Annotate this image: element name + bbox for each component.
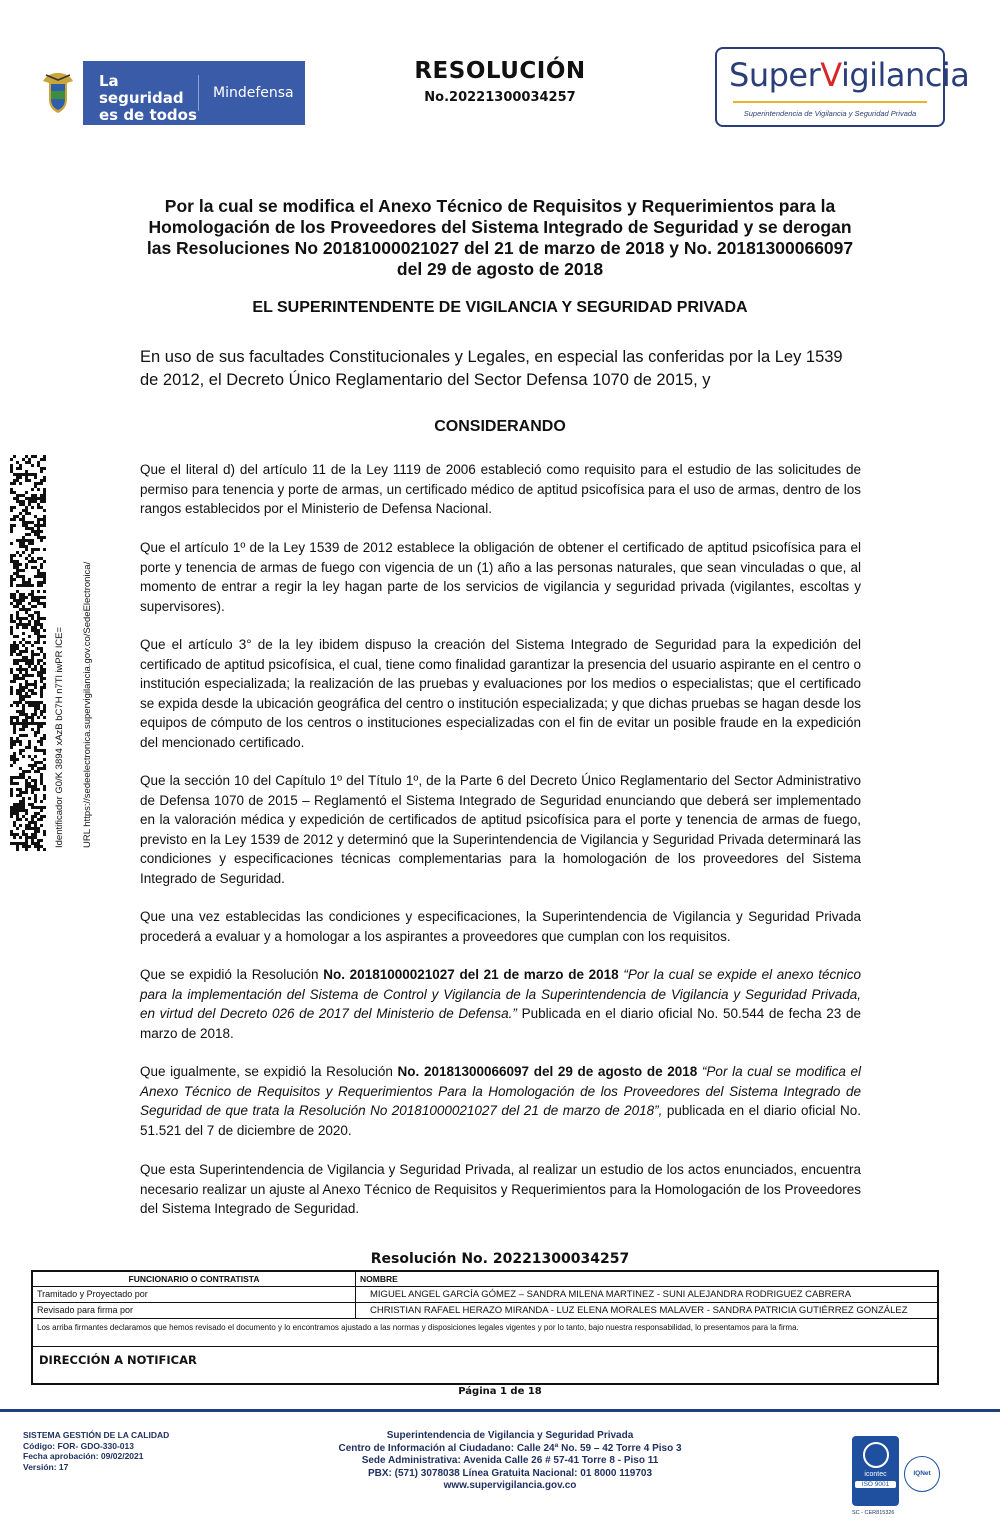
notify-address-label: DIRECCIÓN A NOTIFICAR — [39, 1353, 197, 1367]
footer-left-line: Fecha aprobación: 09/02/2021 — [23, 1451, 144, 1461]
signers-declaration: Los arriba firmantes declaramos que hemos revisado el documento y lo encontramos ajustado a las normas y disposiciones legales vigentes y por lo tanto, bajo nuestra responsabilidad, lo presentamos para la firma. — [33, 1319, 937, 1347]
qr-barcode-icon — [10, 455, 46, 851]
quality-system-info — [23, 1430, 169, 1472]
signature-table — [31, 1270, 939, 1385]
footer-website-link[interactable]: www.supervigilancia.gov.co — [443, 1480, 577, 1491]
resolution-number: No.20221300034257 — [424, 90, 576, 105]
legal-basis: En uso de sus facultades Constitucionales y Legales, en especial las conferidas por la Ley 1539 de 2012, el Decreto Único Reglamentario del Sector Defensa 1070 de 2015, y — [140, 348, 843, 389]
agency-brand-a: Super — [729, 56, 821, 94]
paragraph-1: Que el literal d) del artículo 11 de la Ley 1119 de 2006 estableció como requisito para el estudio de las solicitudes de permiso para tenencia y porte de armas, un certificado médico de aptitud psicofísica para el uso de armas, dentro de los rangos establecidos por el Ministerio de Defensa Nacional. — [140, 462, 861, 517]
row-role: Revisado para firma por — [33, 1303, 356, 1318]
footer-center-line: PBX: (571) 3078038 Línea Gratuita Nacional: 01 8000 119703 — [367, 1467, 653, 1479]
footer-left-line: Versión: 17 — [23, 1461, 69, 1472]
agency-contact-info — [270, 1430, 750, 1493]
agency-brand — [729, 56, 969, 94]
gov-logo-banner — [33, 61, 305, 125]
considerando-heading: CONSIDERANDO — [434, 418, 566, 435]
p7-quote: “Por la cual se modifica el Anexo Técnico de Requisitos y Requerimientos Para la Homologación de los Proveedores del Sistema Integrado de Seguridad de que trata la Resolución No 20181000021027 del 21 de marzo de 2018”, — [140, 1064, 861, 1119]
gov-slogan — [83, 61, 198, 125]
cert-code: SC - CER815326 — [852, 1510, 895, 1516]
paragraph-3: Que el artículo 3° de la ley ibidem dispuso la creación del Sistema Integrado de Seguridad para la expedición del certificado de aptitud psicofísica, el cual, tiene como finalidad garantizar la presencia del usuario aspirante en el centro o institución especializada; la realización de las pruebas y evaluaciones por los medios o especialistas; que el certificado se expida desde la ubicación geográfica del centro o institución especializada; y que dichas pruebas se hagan desde los equipos de cómputo de los centros o instituciones especializadas con el fin de evitar un posible fraude en la expedición del mencionado certificado. — [140, 637, 861, 750]
paragraph-4: Que la sección 10 del Capítulo 1º del Título 1º, de la Parte 6 del Decreto Único Reglamentario del Sector Administrativo de Defensa 1070 de 2015 – Reglamentó el Sistema Integrado de Seguridad enunciando que deberá ser implementado en la valoración médica y expedición de certificados de aptitud psicofísica para el porte y tenencia de armas de fuego, previsto en la Ley 1539 de 2012 y determinó que la Superintendencia de Vigilancia y Seguridad Privada determinará las condiciones y especificaciones técnicas complementarias para la homologación de los proveedores del Sistema Integrado de Seguridad. — [140, 773, 861, 886]
p6-intro: Que se expidió la Resolución — [140, 967, 324, 982]
gov-slogan-line2: es de todos — [99, 106, 197, 124]
agency-logo-rule — [733, 101, 927, 103]
p7-intro: Que igualmente, se expidió la Resolución — [140, 1064, 398, 1079]
agency-brand-b: igilancia — [840, 56, 970, 94]
gov-slogan-line1: La seguridad — [99, 72, 184, 107]
coat-of-arms-icon — [33, 61, 83, 125]
verification-url: URL https://sedeelectronica.supervigilancia.gov.co/SedeElectronica/ — [82, 561, 93, 848]
iqnet-cert-icon: IQNet — [904, 1456, 940, 1492]
paragraph-6 — [140, 965, 861, 1043]
table-row — [33, 1287, 937, 1303]
col-official: FUNCIONARIO O CONTRATISTA — [33, 1272, 356, 1286]
cert-brand: icontec — [864, 1471, 887, 1478]
document-type-title: RESOLUCIÓN — [414, 58, 586, 84]
row-role: Tramitado y Proyectado por — [33, 1287, 356, 1302]
p7-resolution-ref: No. 20181300066097 del 29 de agosto de 2018 — [397, 1064, 698, 1079]
paragraph-5: Que una vez establecidas las condiciones y especificaciones, la Superintendencia de Vigilancia y Seguridad Privada procederá a evaluar y a homologar a los aspirantes a proveedores que cumplan con los requisitos. — [140, 909, 861, 944]
agency-brand-v: V — [820, 56, 841, 94]
icontec-cert-icon — [852, 1436, 899, 1506]
agency-subline: Superintendencia de Vigilancia y Seguridad Privada — [743, 109, 917, 118]
footer-left-line: Código: FOR- GDO-330-013 — [23, 1440, 134, 1451]
agency-logo — [715, 47, 970, 127]
p6-publication: Publicada en el diario oficial No. 50.544 de fecha 23 de marzo de 2018. — [140, 1006, 861, 1041]
ministry-name: Mindefensa — [213, 85, 294, 101]
paragraph-8: Que esta Superintendencia de Vigilancia y Seguridad Privada, al realizar un estudio de los actos enunciados, encuentra necesario realizar un ajuste al Anexo Técnico de Requisitos y Requerimientos para la Homologación de los Proveedores del Sistema Integrado de Seguridad. — [140, 1162, 861, 1217]
p6-resolution-ref: No. 20181000021027 del 21 de marzo de 2018 — [323, 967, 619, 982]
document-identifier: Identificador G0/K 3894 xAzB bC7H n7Tl iwPR lCE= — [54, 627, 65, 848]
col-name: NOMBRE — [360, 1274, 398, 1284]
cert-iso: ISO 9001 — [855, 1481, 896, 1488]
footer-center-line: Superintendencia de Vigilancia y Seguridad Privada — [386, 1430, 634, 1441]
p7-publication: publicada en el diario oficial No. 51.521 del 7 de diciembre de 2020. — [140, 1103, 861, 1138]
paragraph-2: Que el artículo 1º de la Ley 1539 de 2012 establece la obligación de obtener el certificado de aptitud psicofísica para el porte y tenencia de armas de fuego con vigencia de un (1) año a las personas naturales, que sean vinculadas o que, al momento de entrar a regir la ley hagan parte de los servicios de vigilancia y seguridad privada (vigilantes, escoltas y supervisores). — [140, 540, 861, 614]
paragraph-7 — [140, 1062, 861, 1140]
row-names: MIGUEL ANGEL GARCÍA GÓMEZ – SANDRA MILENA MARTINEZ - SUNI ALEJANDRA RODRIGUEZ CABRERA — [370, 1289, 852, 1300]
issuing-authority: EL SUPERINTENDENTE DE VIGILANCIA Y SEGURIDAD PRIVADA — [252, 299, 748, 316]
signature-header-row — [33, 1272, 937, 1287]
cert-ring-icon — [863, 1442, 889, 1468]
page-number: Página 1 de 18 — [458, 1386, 542, 1397]
footer-center-line: Sede Administrativa: Avenida Calle 26 # 57-41 Torre 8 - Piso 11 — [361, 1455, 659, 1466]
row-names: CHRISTIAN RAFAEL HERAZO MIRANDA - LUZ ELENA MORALES MALAVER - SANDRA PATRICIA GUTIÉRREZ GONZÁLEZ — [370, 1305, 908, 1316]
signature-resolution-label: Resolución No. 20221300034257 — [370, 1251, 630, 1267]
footer-center-line: Centro de Información al Ciudadano: Calle 24ª No. 59 – 42 Torre 4 Piso 3 — [338, 1442, 682, 1454]
footer-left-line: SISTEMA GESTIÓN DE LA CALIDAD — [23, 1430, 170, 1440]
resolution-heading: Por la cual se modifica el Anexo Técnico de Requisitos y Requerimientos para la Homologación de los Proveedores del Sistema Integrado de Seguridad y se derogan las Resoluciones No 20181000021027 del 21 de marzo de 2018 y No. 20181300066097 del 29 de agosto de 2018 — [146, 196, 854, 279]
p6-quote: “Por la cual se expide el anexo técnico para la implementación del Sistema de Control y Vigilancia de la Superintendencia de Vigilancia y Seguridad Privada, en virtud del Decreto 026 de 2017 del Ministerio de Defensa.” — [140, 967, 861, 1022]
footer-divider — [0, 1409, 1000, 1412]
table-row — [33, 1303, 937, 1319]
